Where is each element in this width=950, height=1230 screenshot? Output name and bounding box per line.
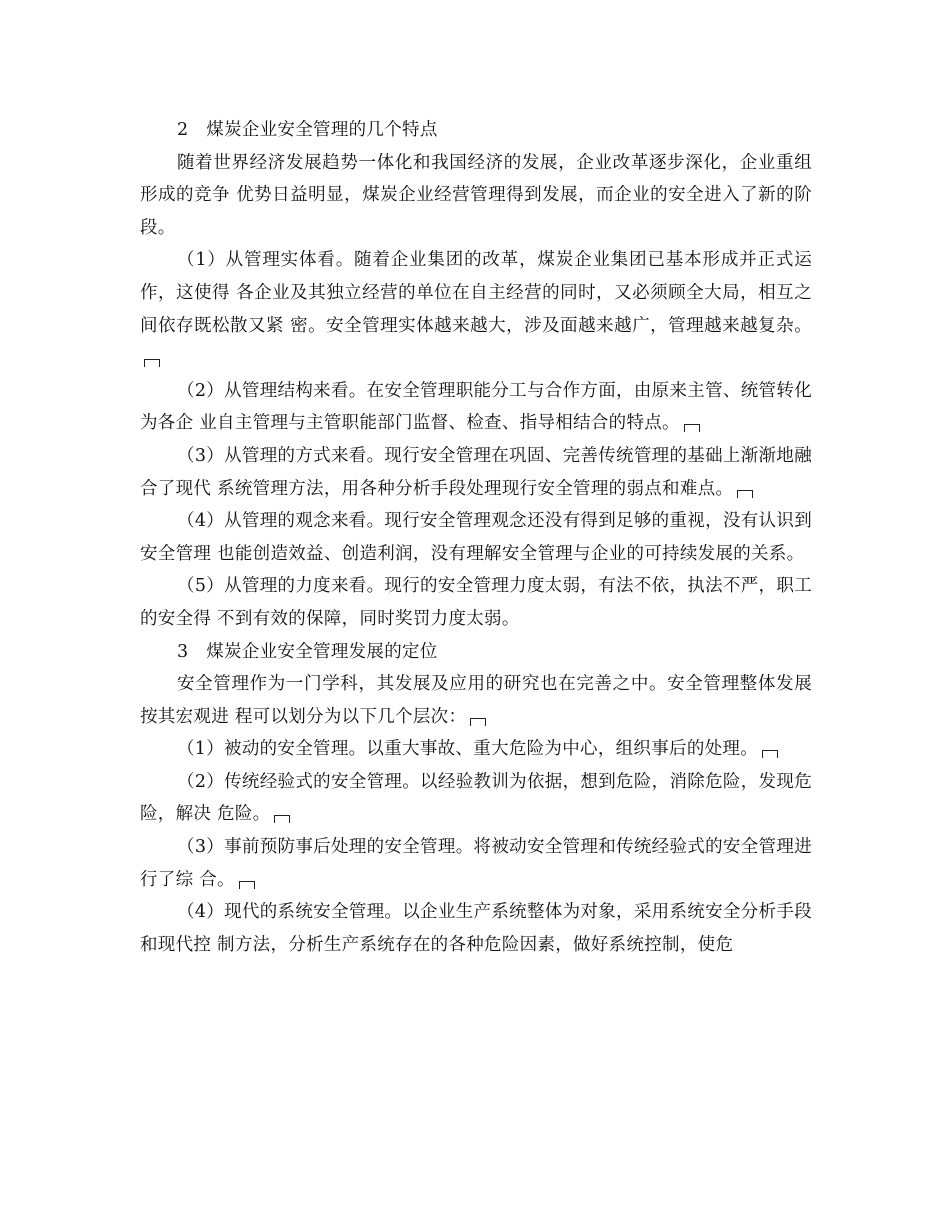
paragraph-mark-icon (239, 881, 255, 889)
paragraph-item-3: （3）从管理的方式来看。现行安全管理在巩固、完善传统管理的基础上渐渐地融合了现代 系统管理方法，用各种分析手段处理现行安全管理的弱点和难点。 (140, 445, 812, 499)
paragraph-mark-icon (470, 718, 486, 726)
paragraph-mark-icon (684, 424, 700, 432)
paragraph-mark-icon (762, 750, 778, 758)
paragraph-mark-icon (737, 490, 753, 498)
paragraph-item-5: （5）从管理的力度来看。现行的安全管理力度太弱，有法不依，执法不严，职工的安全得 不到有效的保障，同时奖罚力度太弱。 (140, 576, 812, 629)
document-body (140, 114, 812, 961)
paragraph-level-4: （4）现代的系统安全管理。以企业生产系统整体为对象，采用系统安全分析手段和现代控 制方法，分析生产系统存在的各种危险因素，做好系统控制，使危 (140, 902, 812, 955)
paragraph-mark-icon (274, 815, 290, 823)
paragraph-item-2: （2）从管理结构来看。在安全管理职能分工与合作方面，由原来主管、统管转化为各企 业自主管理与主管职能部门监督、检查、指导相结合的特点。 (140, 380, 812, 434)
paragraph-intro: 随着世界经济发展趋势一体化和我国经济的发展，企业改革逐步深化，企业重组形成的竞争 优势日益明显，煤炭企业经营管理得到发展，而企业的安全进入了新的阶段。 (140, 152, 812, 238)
paragraph-item-4: （4）从管理的观念来看。现行安全管理观念还没有得到足够的重视，没有认识到安全管理 也能创造效益、创造利润，没有理解安全管理与企业的可持续发展的关系。 (140, 511, 812, 564)
section-heading-2: 2 煤炭企业安全管理的几个特点 (177, 120, 438, 140)
paragraph-level-1: （1）被动的安全管理。以重大事故、重大危险为中心，组织事后的处理。 (140, 733, 812, 766)
paragraph-level-3: （3）事前预防事后处理的安全管理。将被动安全管理和传统经验式的安全管理进行了综 合。 (140, 837, 812, 890)
section-heading-3: 3 煤炭企业安全管理发展的定位 (177, 641, 438, 662)
paragraph-level-2: （2）传统经验式的安全管理。以经验教训为依据，想到危险，消除危险，发现危险，解决 危险。 (140, 771, 812, 825)
paragraph-mark-icon (144, 359, 160, 367)
paragraph-levels-intro: 安全管理作为一门学科，其发展及应用的研究也在完善之中。安全管理整体发展按其宏观进 程可以划分为以下几个层次： (140, 674, 812, 727)
paragraph-item-1: （1）从管理实体看。随着企业集团的改革，煤炭企业集团已基本形成并正式运作，这使得 各企业及其独立经营的单位在自主经营的同时，又必须顾全大局，相互之间依存既松散又紧 密。安全管理实体越来越大，涉及面越来越广，管理越来越复杂。 (140, 244, 812, 374)
